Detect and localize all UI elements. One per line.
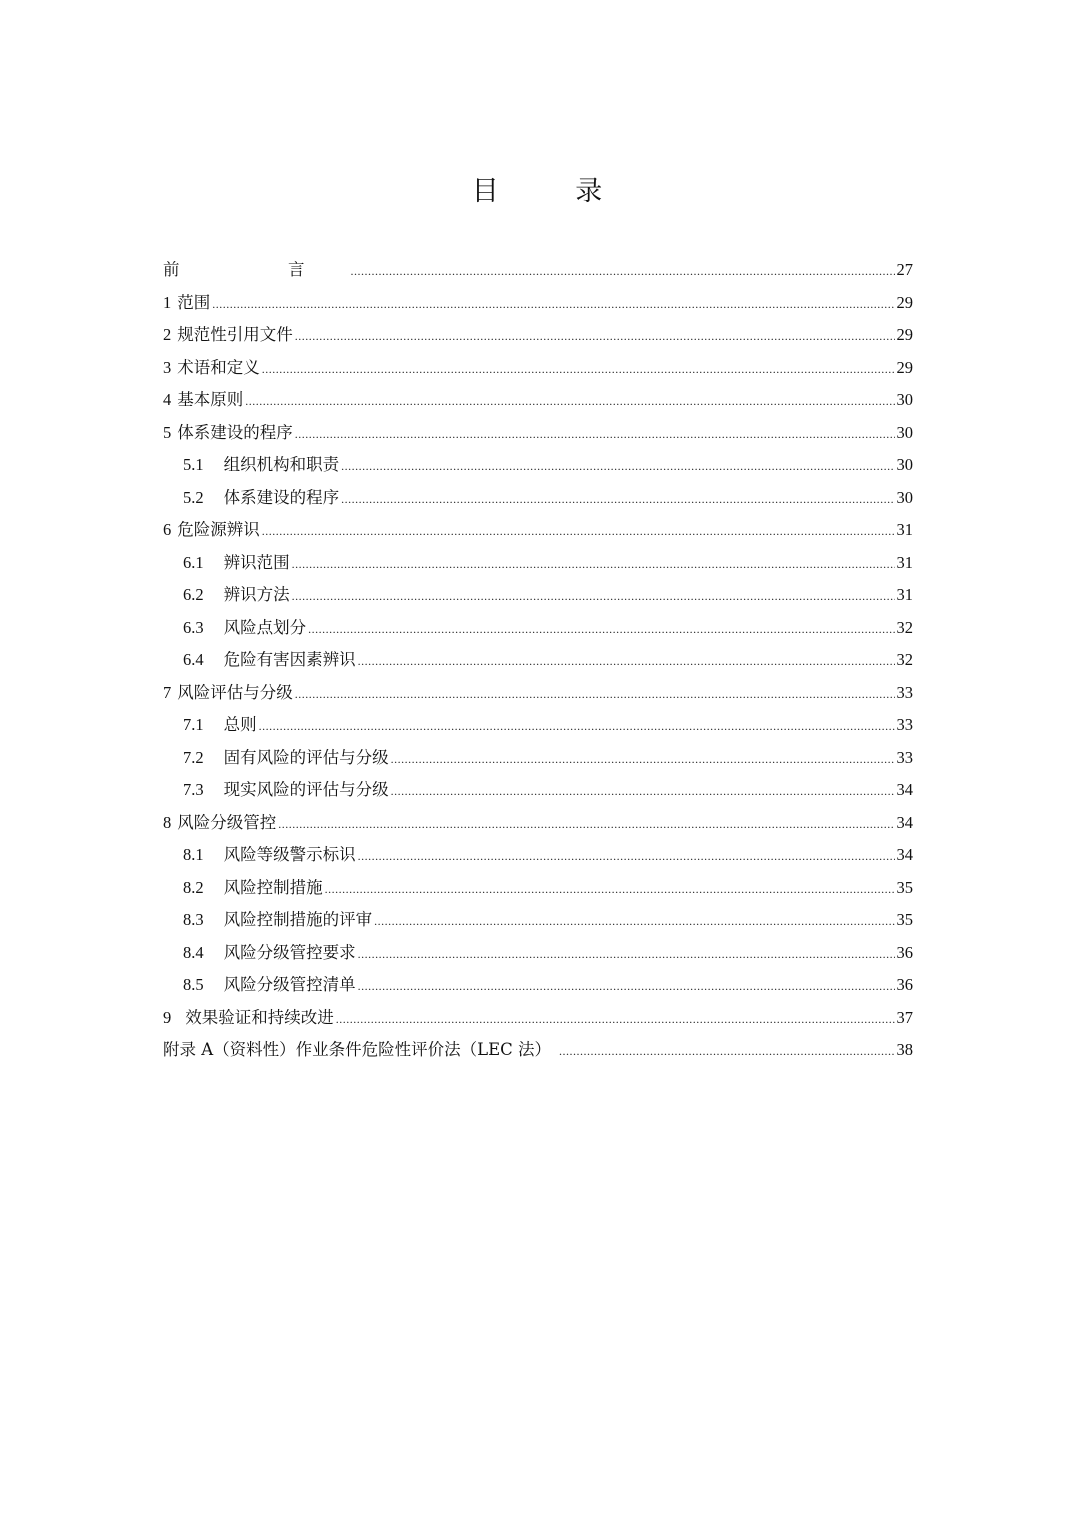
toc-page-number: 37	[896, 1007, 913, 1027]
toc-entry-4[interactable]	[163, 384, 913, 417]
toc-page-number: 33	[896, 715, 913, 734]
toc-page-number: 35	[896, 877, 913, 897]
toc-entry-text: 风险评估与分级	[177, 682, 293, 702]
toc-entry-8-2[interactable]	[163, 872, 913, 905]
toc-entry-text: 风险分级管控清单	[223, 975, 356, 994]
toc-entry-text: 风险点划分	[223, 617, 307, 637]
toc-section-number: 8.2	[183, 877, 204, 897]
toc-dot-leader	[358, 645, 895, 678]
toc-entry-text: 范围	[177, 292, 211, 312]
toc-section-number: 5	[163, 422, 172, 442]
toc-entry-text: 组织机构和职责	[223, 455, 340, 474]
toc-entry-text: 体系建设的程序	[177, 422, 293, 442]
toc-entry-7-2[interactable]	[163, 742, 913, 775]
toc-entry-7-1[interactable]	[163, 709, 913, 742]
toc-entry-7[interactable]	[163, 677, 913, 710]
toc-dot-leader	[358, 938, 895, 971]
toc-section-number: 6.2	[183, 585, 204, 604]
toc-section-number: 7.2	[183, 747, 204, 767]
toc-dot-leader	[295, 418, 895, 451]
toc-entry-8[interactable]	[163, 807, 913, 840]
toc-section-number: 6	[163, 520, 172, 539]
toc-section-number: 8.3	[183, 910, 204, 929]
toc-entry-text: 辨识范围	[223, 552, 290, 572]
toc-section-number: 7	[163, 682, 172, 702]
toc-entry-text: 危险有害因素辨识	[223, 650, 356, 669]
table-of-contents	[163, 254, 913, 1067]
toc-section-number: 5.2	[183, 487, 204, 507]
toc-page-number: 29	[896, 325, 913, 344]
toc-section-number: 8.5	[183, 975, 204, 994]
toc-page-number: 29	[896, 292, 913, 312]
toc-entry-2[interactable]	[163, 319, 913, 352]
toc-dot-leader	[292, 548, 895, 581]
toc-entry-text: 效果验证和持续改进	[185, 1007, 334, 1027]
toc-entry-text: 基本原则	[177, 390, 244, 409]
toc-section-number: 2	[163, 325, 172, 344]
toc-page-number: 32	[896, 617, 913, 637]
toc-page-number: 33	[896, 747, 913, 767]
toc-entry-3[interactable]	[163, 352, 913, 385]
toc-dot-leader	[391, 743, 895, 776]
toc-page-number: 35	[896, 910, 913, 929]
toc-entry-7-3[interactable]	[163, 774, 913, 807]
toc-entry-6[interactable]	[163, 514, 913, 547]
toc-section-number: 7.3	[183, 780, 204, 799]
toc-section-number: 6.3	[183, 617, 204, 637]
toc-page-number: 31	[896, 552, 913, 572]
toc-entry-text: 固有风险的评估与分级	[223, 747, 389, 767]
toc-section-number: 6.1	[183, 552, 204, 572]
toc-entry-5-1[interactable]	[163, 449, 913, 482]
toc-entry-text: 风险控制措施	[223, 877, 323, 897]
toc-page-number: 36	[896, 975, 913, 994]
toc-dot-leader	[278, 808, 894, 841]
toc-entry-text: 风险分级管控要求	[223, 942, 356, 962]
toc-page-number: 36	[896, 942, 913, 962]
toc-entry-6-1[interactable]	[163, 547, 913, 580]
toc-dot-leader	[374, 905, 894, 938]
toc-page-number: 34	[896, 780, 913, 799]
toc-entry-9[interactable]	[163, 1002, 913, 1035]
toc-entry-1[interactable]	[163, 287, 913, 320]
toc-section-number: 4	[163, 390, 172, 409]
toc-entry-8-1[interactable]	[163, 839, 913, 872]
toc-section-number: 7.1	[183, 715, 204, 734]
toc-section-number: 6.4	[183, 650, 204, 669]
toc-dot-leader	[262, 353, 895, 386]
toc-entry-text: 辨识方法	[223, 585, 290, 604]
toc-page-number: 30	[896, 390, 913, 409]
toc-entry-text: 风险等级警示标识	[223, 845, 356, 864]
page-title: 目 录	[471, 176, 637, 207]
toc-page-number: 33	[896, 682, 913, 702]
toc-dot-leader	[292, 580, 895, 613]
toc-entry-text: 风险分级管控	[177, 812, 277, 832]
toc-page-number: 31	[896, 585, 913, 604]
toc-page-number: 30	[896, 487, 913, 507]
toc-dot-leader	[336, 1003, 895, 1036]
toc-dot-leader	[341, 483, 894, 516]
toc-dot-leader	[325, 873, 895, 906]
toc-entry-appendix-a[interactable]	[163, 1034, 913, 1067]
toc-entry-8-4[interactable]	[163, 937, 913, 970]
toc-entry-text: 现实风险的评估与分级	[223, 780, 389, 799]
toc-dot-leader	[308, 613, 894, 646]
toc-entry-6-2[interactable]	[163, 579, 913, 612]
toc-page-number: 29	[896, 357, 913, 377]
toc-entry-text: 前 言	[163, 260, 351, 279]
toc-page-number: 30	[896, 455, 913, 474]
toc-page-number: 34	[896, 812, 913, 832]
toc-dot-leader	[341, 450, 894, 483]
toc-dot-leader	[391, 775, 895, 808]
toc-page-number: 31	[896, 520, 913, 539]
toc-page-number: 38	[896, 1040, 913, 1059]
toc-entry-5-2[interactable]	[163, 482, 913, 515]
toc-page-number: 32	[896, 650, 913, 669]
toc-page-number: 27	[896, 260, 913, 279]
toc-entry-text: 总则	[223, 715, 257, 734]
toc-entry-6-3[interactable]	[163, 612, 913, 645]
toc-entry-6-4[interactable]	[163, 644, 913, 677]
toc-section-number: 1	[163, 292, 172, 312]
toc-entry-text: 术语和定义	[177, 357, 260, 377]
toc-dot-leader	[295, 678, 895, 711]
toc-entry-text: 附录 A（资料性）作业条件危险性评价法（LEC 法）	[163, 1040, 552, 1059]
toc-page-number: 30	[896, 422, 913, 442]
toc-section-number: 8.4	[183, 942, 204, 962]
toc-entry-text: 体系建设的程序	[223, 487, 340, 507]
toc-section-number: 5.1	[183, 455, 204, 474]
toc-section-number: 8.1	[183, 845, 204, 864]
toc-dot-leader	[259, 710, 895, 743]
toc-page-number: 34	[896, 845, 913, 864]
toc-entry-text: 危险源辨识	[177, 520, 260, 539]
toc-dot-leader	[262, 515, 895, 548]
toc-dot-leader	[245, 385, 894, 418]
toc-dot-leader	[295, 320, 895, 353]
toc-entry-preface[interactable]	[163, 254, 913, 287]
toc-section-number: 9	[163, 1007, 172, 1027]
toc-entry-8-5[interactable]	[163, 969, 913, 1002]
toc-entry-8-3[interactable]	[163, 904, 913, 937]
toc-section-number: 8	[163, 812, 172, 832]
toc-dot-leader	[358, 970, 895, 1003]
toc-entry-text: 风险控制措施的评审	[223, 910, 373, 929]
toc-dot-leader	[351, 255, 895, 288]
toc-dot-leader	[559, 1035, 894, 1068]
toc-entry-5[interactable]	[163, 417, 913, 450]
toc-entry-text: 规范性引用文件	[177, 325, 293, 344]
toc-dot-leader	[212, 288, 894, 321]
toc-dot-leader	[358, 840, 895, 873]
toc-section-number: 3	[163, 357, 172, 377]
